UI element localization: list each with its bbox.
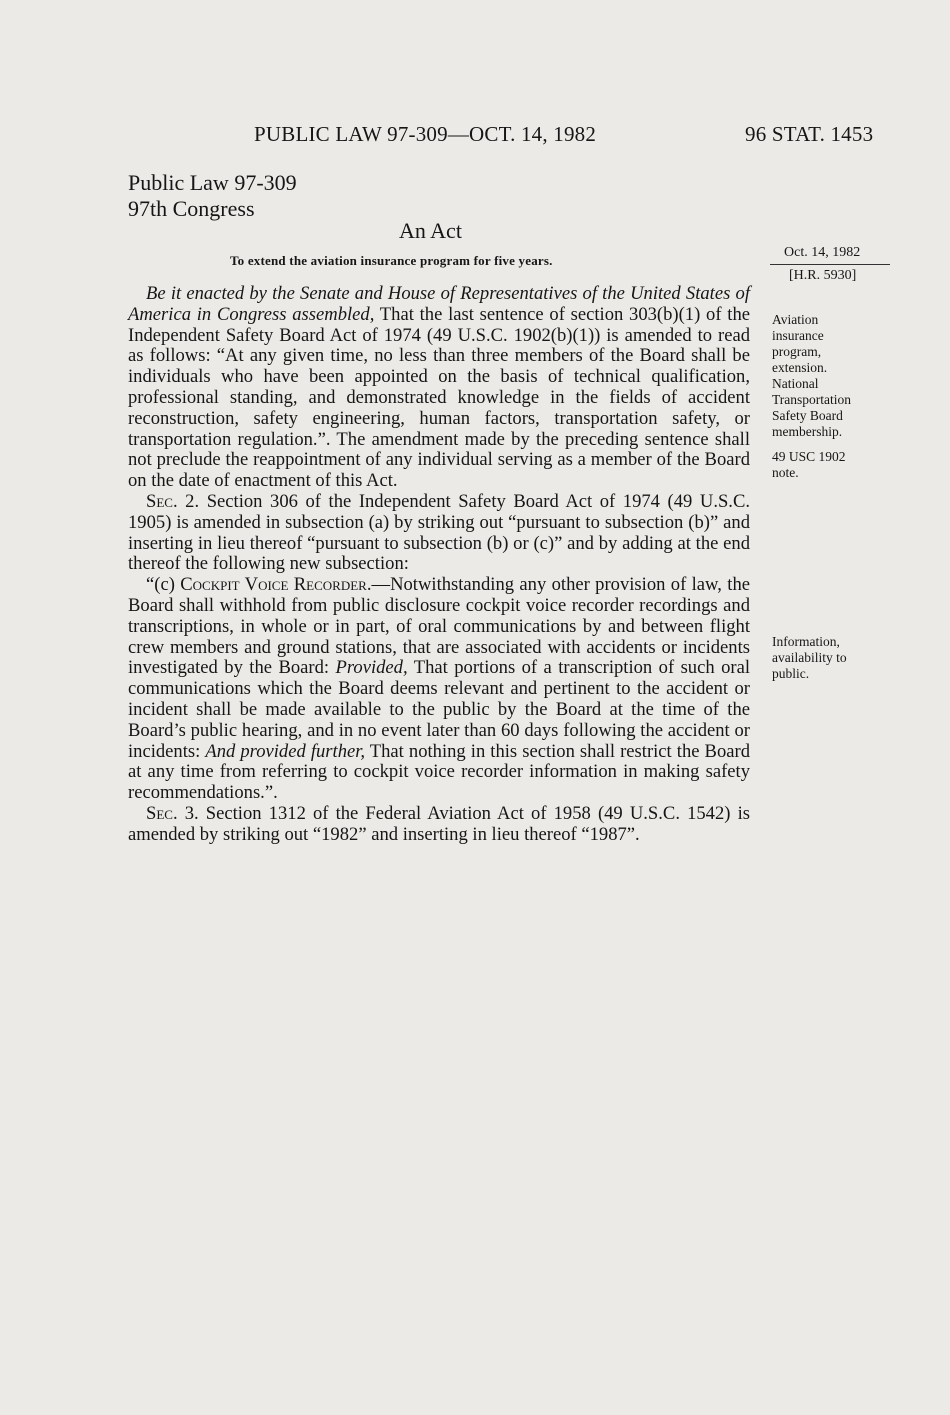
margin-note-line: extension. xyxy=(772,360,828,375)
margin-note-line: Safety Board xyxy=(772,408,843,423)
margin-note-line: Information, xyxy=(772,634,840,649)
public-law-number: Public Law 97-309 xyxy=(128,170,297,195)
subsection-c-text-3: That nothing in this section shall restrict the Board at any time from referring to cockpit voice recorder information in making safety recommendations.”. xyxy=(128,740,750,804)
margin-note-usc xyxy=(772,449,912,481)
margin-note-aviation xyxy=(772,312,912,440)
margin-note-information xyxy=(772,634,912,682)
margin-note-line: National xyxy=(772,376,819,391)
section-2-label: Sec. 2. xyxy=(146,490,200,512)
act-purpose: To extend the aviation insurance program for five years. xyxy=(230,253,553,268)
subsection-c-text-1: —Notwithstanding any other provision of law, the Board shall withhold from public disclosure cockpit voice recorder recordings and transcriptions, in whole or in part, of oral communications by and between flight crew members and ground stations, that are associated with accidents or incidents investigated by the Board: xyxy=(128,574,750,679)
proviso-and: And xyxy=(205,740,236,762)
margin-note-line: public. xyxy=(772,666,810,681)
margin-bill-number-box xyxy=(770,264,890,284)
margin-note-line: Transportation xyxy=(772,392,852,407)
statute-body xyxy=(128,284,750,846)
running-header-stat-page: 96 STAT. 1453 xyxy=(745,122,874,146)
enacting-paragraph xyxy=(128,284,750,492)
margin-enactment-date: Oct. 14, 1982 xyxy=(784,245,861,260)
margin-note-line: availability to xyxy=(772,650,847,665)
margin-note-line: membership. xyxy=(772,424,843,439)
congress-label: 97th Congress xyxy=(128,196,255,221)
margin-note-line: program, xyxy=(772,344,822,359)
section-1-text: That the last sentence of section 303(b)(1) of the Independent Safety Board Act of 1974 (49 U.S.C. 1902(b)(1)) is amended to read as follows: “At any given time, no less than three members of the Board shall be individuals who have been appointed on the basis of technical qualification, professional standing, and demonstrated knowledge in the fields of accident reconstruction, safety engineering, human factors, transportation safety, or transportation regulation.”. The amendment made by the preceding sentence shall not preclude the reappointment of any individual serving as a member of the Board on the date of enactment of this Act. xyxy=(128,303,750,492)
subsection-c-text-2: That portions of a transcription of such oral communications which the Board deems relevant and pertinent to the accident or incident shall be made available to the public by the Board at the time of the Board’s public hearing, and in no event later than 60 days following the accident or incidents: xyxy=(128,657,751,762)
section-3-paragraph xyxy=(128,804,750,846)
running-header-title: PUBLIC LAW 97-309—OCT. 14, 1982 xyxy=(254,122,597,146)
act-heading: An Act xyxy=(399,218,462,243)
enacting-clause: Be it enacted by the Senate and House of Representatives of the United States of America in Congress assembled, xyxy=(128,283,750,325)
subsection-c-open: “(c) xyxy=(146,574,181,596)
subsection-c-paragraph xyxy=(128,575,750,804)
margin-note-line: note. xyxy=(772,465,799,480)
margin-note-line: Aviation xyxy=(772,312,819,327)
margin-note-line: insurance xyxy=(772,328,824,343)
margin-note-line: 49 USC 1902 xyxy=(772,449,846,464)
section-2-paragraph xyxy=(128,492,750,575)
section-3-label: Sec. 3. xyxy=(146,802,199,824)
proviso-provided-further: provided further, xyxy=(235,740,366,762)
section-3-text: Section 1312 of the Federal Aviation Act of 1958 (49 U.S.C. 1542) is amended by striking out “1982” and inserting in lieu thereof “1987”. xyxy=(128,802,750,845)
section-2-text: Section 306 of the Independent Safety Board Act of 1974 (49 U.S.C. 1905) is amended in subsection (a) by striking out “pursuant to subsection (b)” and inserting in lieu thereof “pursuant to subsection (b) or (c)” and by adding at the end thereof the following new subsection: xyxy=(128,490,751,575)
proviso-provided: Provided, xyxy=(335,657,408,679)
margin-bill-number: [H.R. 5930] xyxy=(789,268,857,283)
subsection-c-heading: Cockpit Voice Recorder. xyxy=(180,574,372,596)
